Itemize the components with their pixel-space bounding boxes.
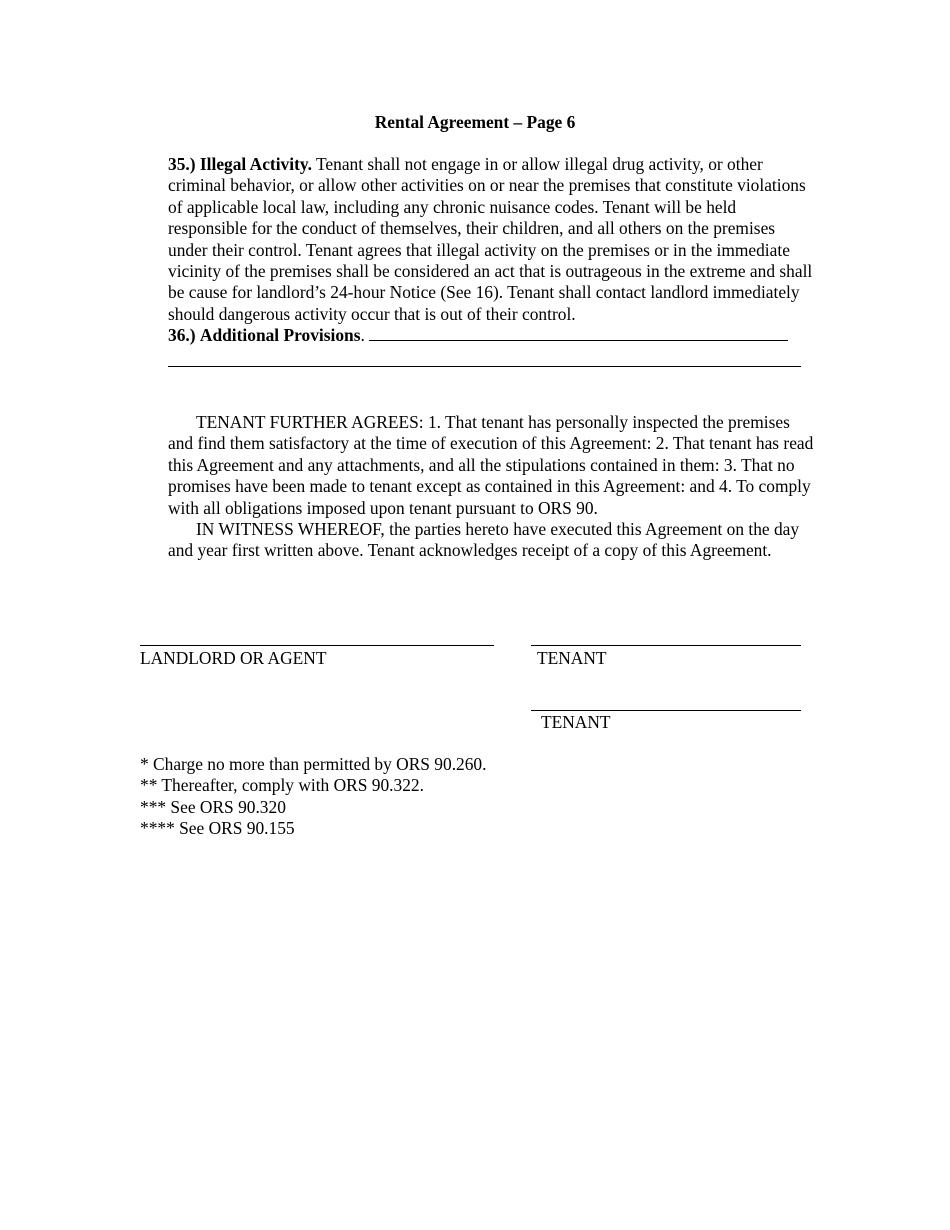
section-35 bbox=[168, 154, 818, 367]
section-35-paragraph bbox=[168, 154, 818, 325]
page-title: Rental Agreement – Page 6 bbox=[374, 112, 576, 132]
footnotes bbox=[140, 754, 640, 840]
footnote: ** Thereafter, comply with ORS 90.322. bbox=[140, 775, 424, 796]
footnote: **** See ORS 90.155 bbox=[140, 818, 295, 839]
witness-paragraph: IN WITNESS WHEREOF, the parties hereto have executed this Agreement on the day and year first written above. Tenant acknowledges receipt of a copy of this Agreement. bbox=[168, 519, 800, 561]
agreement-block bbox=[168, 412, 818, 562]
tenant-2-label: TENANT bbox=[541, 712, 611, 732]
additional-provisions-blank-1[interactable] bbox=[369, 326, 788, 341]
further-agrees-paragraph: TENANT FURTHER AGREES: 1. That tenant has personally inspected the premises and find them satisfactory at the time of execution of this Agreement: 2. That tenant has read this Agreement and any attachments, and all the stipulations contained in them: 3. That no promises have been made to tenant except as contained in this Agreement: and 4. To comply with all obligations imposed upon tenant pursuant to ORS 90. bbox=[168, 412, 814, 518]
landlord-label: LANDLORD OR AGENT bbox=[140, 648, 327, 668]
section-36-heading: Additional Provisions bbox=[199, 325, 361, 346]
section-35-text: Tenant shall not engage in or allow illegal drug activity, or other criminal behavior, or allow other activities on or near the premises that constitute violations of applicable local law, including any chronic nuisance codes. Tenant will be held responsible for the conduct of themselves, their children, and all others on the premises under their control. Tenant agrees that illegal activity on the premises or in the immediate vicinity of the premises shall be considered an act that is outrageous in the extreme and shall be cause for landlord’s 24-hour Notice (See 16). Tenant shall contact landlord immediately should dangerous activity occur that is out of their control. bbox=[168, 154, 813, 324]
tenant-1-signature-line[interactable] bbox=[531, 645, 801, 646]
section-35-number: 35.) bbox=[168, 154, 196, 174]
tenant-1-label: TENANT bbox=[537, 648, 607, 668]
section-36-punct: . bbox=[360, 325, 365, 346]
footnote: * Charge no more than permitted by ORS 90.260. bbox=[140, 754, 487, 774]
tenant-2-signature-line[interactable] bbox=[531, 710, 801, 711]
footnote: *** See ORS 90.320 bbox=[140, 796, 286, 817]
section-35-heading: Illegal Activity. bbox=[199, 154, 312, 174]
landlord-signature-line[interactable] bbox=[140, 645, 494, 646]
section-36-number: 36.) bbox=[168, 325, 196, 346]
additional-provisions-blank-2[interactable] bbox=[168, 347, 801, 367]
section-36-paragraph bbox=[168, 325, 818, 346]
